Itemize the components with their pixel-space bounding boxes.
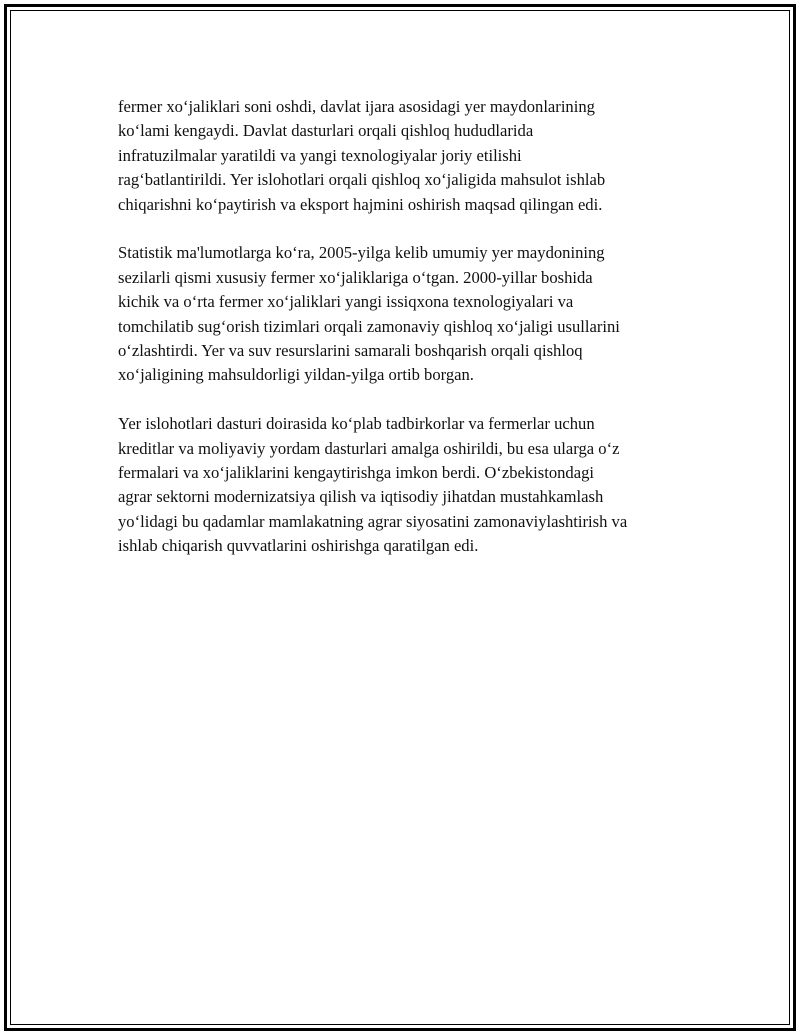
text-line: tomchilatib sug‘orish tizimlari orqali zamonaviy qishloq xo‘jaligi usullarini <box>118 316 620 336</box>
text-line: xo‘jaligining mahsuldorligi yildan-yilga ortib borgan. <box>118 365 474 385</box>
text-line: rag‘batlantirildi. Yer islohotlari orqali qishloq xo‘jaligida mahsulot ishlab <box>118 170 606 190</box>
text-line: yo‘lidagi bu qadamlar mamlakatning agrar siyosatini zamonaviylashtirish va <box>118 511 628 531</box>
paragraph-2 <box>118 241 698 387</box>
text-line: fermalari va xo‘jaliklarini kengaytirishga imkon berdi. O‘zbekistondagi <box>118 463 595 483</box>
text-line: ishlab chiqarish quvvatlarini oshirishga qaratilgan edi. <box>118 536 479 556</box>
text-line: chiqarishni ko‘paytirish va eksport hajmini oshirish maqsad qilingan edi. <box>118 194 603 214</box>
text-line: sezilarli qismi xususiy fermer xo‘jaliklariga o‘tgan. 2000-yillar boshida <box>118 267 593 287</box>
text-line: kichik va o‘rta fermer xo‘jaliklari yangi issiqxona texnologiyalari va <box>118 292 574 312</box>
text-line: Yer islohotlari dasturi doirasida ko‘plab tadbirkorlar va fermerlar uchun <box>118 414 595 434</box>
text-line: agrar sektorni modernizatsiya qilish va iqtisodiy jihatdan mustahkamlash <box>118 487 604 507</box>
paragraph-1 <box>118 95 698 217</box>
text-line: fermer xo‘jaliklari soni oshdi, davlat ijara asosidagi yer maydonlarining <box>118 97 595 116</box>
document-body <box>118 95 698 583</box>
text-line: o‘zlashtirdi. Yer va suv resurslarini samarali boshqarish orqali qishloq <box>118 341 583 361</box>
text-line: ko‘lami kengaydi. Davlat dasturlari orqali qishloq hududlarida <box>118 121 534 141</box>
text-line: Statistik ma'lumotlarga ko‘ra, 2005-yilga kelib umumiy yer maydonining <box>118 243 605 263</box>
text-line: infratuzilmalar yaratildi va yangi texnologiyalar joriy etilishi <box>118 145 522 165</box>
text-line: kreditlar va moliyaviy yordam dasturlari amalga oshirildi, bu esa ularga o‘z <box>118 438 620 458</box>
paragraph-3 <box>118 412 698 558</box>
